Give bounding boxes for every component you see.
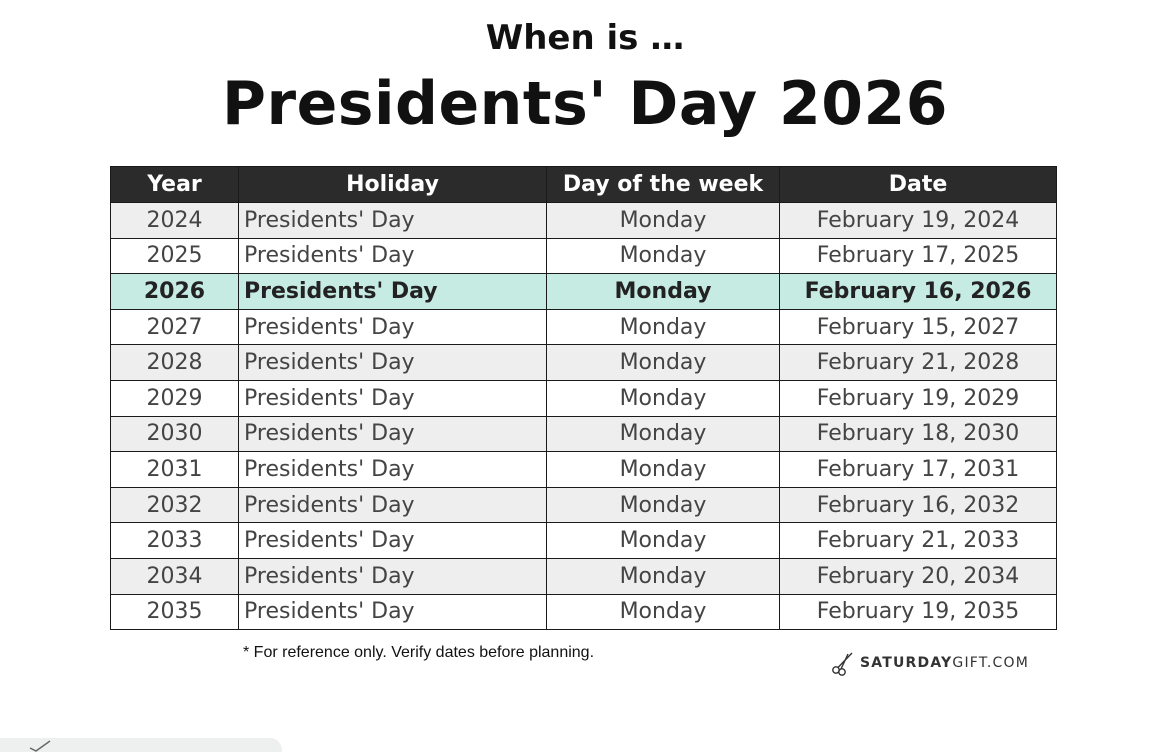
table-row: [111, 238, 1057, 274]
cell-day-of-week: Monday: [547, 594, 780, 630]
table-row: [111, 203, 1057, 239]
cell-year: 2028: [111, 345, 239, 381]
cell-date: February 21, 2033: [780, 523, 1057, 559]
cell-holiday: Presidents' Day: [239, 558, 547, 594]
holiday-dates-table: [110, 166, 1057, 630]
cell-day-of-week: Monday: [547, 203, 780, 239]
table-row-highlighted: [111, 274, 1057, 310]
column-header-holiday: Holiday: [239, 167, 547, 203]
cell-holiday: Presidents' Day: [239, 452, 547, 488]
cell-year: 2034: [111, 558, 239, 594]
cell-holiday: Presidents' Day: [239, 345, 547, 381]
table-row: [111, 345, 1057, 381]
cell-year: 2025: [111, 238, 239, 274]
table-row: [111, 452, 1057, 488]
cell-year: 2033: [111, 523, 239, 559]
cell-day-of-week: Monday: [547, 558, 780, 594]
brand-name-secondary: GIFT.COM: [952, 655, 1029, 671]
table-row: [111, 558, 1057, 594]
cell-year: 2032: [111, 487, 239, 523]
table-row: [111, 380, 1057, 416]
cell-date: February 15, 2027: [780, 309, 1057, 345]
cell-year: 2030: [111, 416, 239, 452]
table-row: [111, 309, 1057, 345]
cell-holiday: Presidents' Day: [239, 487, 547, 523]
cell-holiday: Presidents' Day: [239, 203, 547, 239]
cell-year: 2026: [111, 274, 239, 310]
cell-date: February 16, 2026: [780, 274, 1057, 310]
cell-day-of-week: Monday: [547, 380, 780, 416]
table-row: [111, 487, 1057, 523]
cell-year: 2024: [111, 203, 239, 239]
brand-name-primary: SATURDAY: [860, 655, 953, 671]
cell-holiday: Presidents' Day: [239, 416, 547, 452]
cell-day-of-week: Monday: [547, 452, 780, 488]
cell-year: 2029: [111, 380, 239, 416]
column-header-day-of-week: Day of the week: [547, 167, 780, 203]
cell-year: 2035: [111, 594, 239, 630]
cell-day-of-week: Monday: [547, 238, 780, 274]
brand-logo[interactable]: [830, 650, 1029, 676]
cell-holiday: Presidents' Day: [239, 594, 547, 630]
cell-date: February 20, 2034: [780, 558, 1057, 594]
cell-year: 2031: [111, 452, 239, 488]
cell-date: February 19, 2029: [780, 380, 1057, 416]
cell-day-of-week: Monday: [547, 487, 780, 523]
cell-day-of-week: Monday: [547, 274, 780, 310]
checkmark-icon: [28, 740, 54, 752]
table-row: [111, 416, 1057, 452]
cell-date: February 17, 2031: [780, 452, 1057, 488]
cell-holiday: Presidents' Day: [239, 274, 547, 310]
scissors-icon: [830, 650, 856, 676]
page-subtitle: When is …: [485, 18, 685, 58]
column-header-date: Date: [780, 167, 1057, 203]
page-title: Presidents' Day 2026: [222, 69, 948, 139]
table-row: [111, 594, 1057, 630]
cell-holiday: Presidents' Day: [239, 309, 547, 345]
cell-date: February 19, 2035: [780, 594, 1057, 630]
cell-holiday: Presidents' Day: [239, 523, 547, 559]
cell-day-of-week: Monday: [547, 309, 780, 345]
cell-date: February 18, 2030: [780, 416, 1057, 452]
cell-day-of-week: Monday: [547, 345, 780, 381]
cell-date: February 21, 2028: [780, 345, 1057, 381]
column-header-year: Year: [111, 167, 239, 203]
cell-date: February 16, 2032: [780, 487, 1057, 523]
cell-holiday: Presidents' Day: [239, 380, 547, 416]
cell-date: February 19, 2024: [780, 203, 1057, 239]
cell-day-of-week: Monday: [547, 523, 780, 559]
cell-holiday: Presidents' Day: [239, 238, 547, 274]
disclaimer-note: * For reference only. Verify dates before planning.: [243, 644, 595, 661]
table-row: [111, 523, 1057, 559]
cell-date: February 17, 2025: [780, 238, 1057, 274]
cell-day-of-week: Monday: [547, 416, 780, 452]
table-header-row: [111, 167, 1057, 203]
cell-year: 2027: [111, 309, 239, 345]
